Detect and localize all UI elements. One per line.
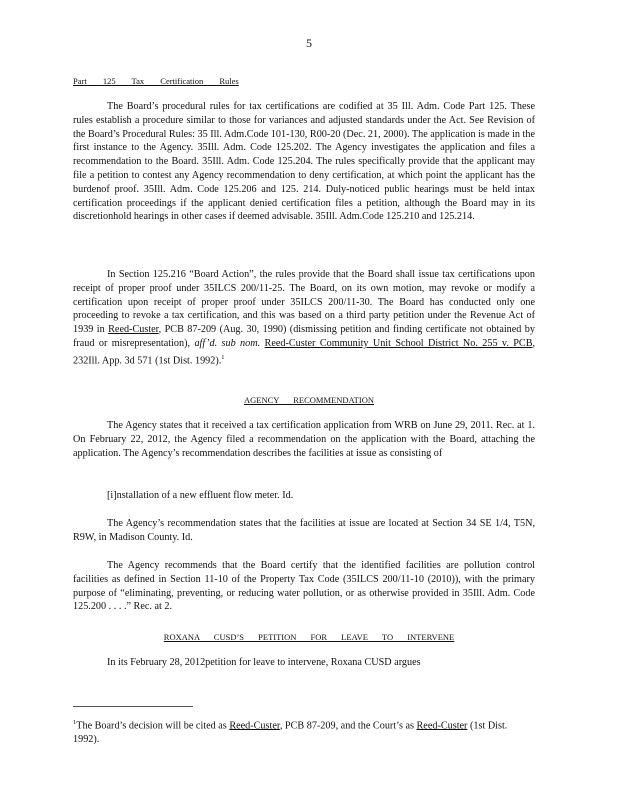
paragraph-text: , PCB 87-209 (Aug. 30, 1990) (dismissing petition and finding certificate not obtained by fraud or misrepresentation), — [73, 324, 535, 349]
paragraph-procedural-rules: The Board’s procedural rules for tax certifications are codified at 35 Ill. Adm. Code Part 125. These rules establish a procedure similar to those for variances and adjusted standards under the Act. See Revision of the Board’s Procedural Rules: 35 Ill. Adm.Code 101-130, R00-20 (Dec. 21, 2000). The application is made in the first instance to the Agency. 35Ill. Adm. Code 125.202. The Agency investigates the application and files a recommendation to the Board. 35Ill. Adm. Code 125.204. The rules specifically provide that the applicant may file a petition to contest any Agency recommendation to deny certification, at which point the applicant has the burdenof proof. 35Ill. Adm. Code 125.206 and 125. 214. Duly-noticed public hearings must be held intax certification proceedings if the applicant denied certification files a petition, although the Board may in its discretionhold hearings in other cases if deemed advisable. 35Ill. Adm.Code 125.210 and 125.214. — [73, 101, 535, 223]
block-quote-installation: [i]nstallation of a new effluent flow meter. Id. — [107, 490, 294, 501]
paragraph-agency-states: The Agency states that it received a tax certification application from WRB on June 29, 2011. Rec. at 1. On February 22, 2012, the Agency filed a recommendation on the application with the Board, attaching the application. The Agency’s recommendation describes the facilities at issue as consisting of — [73, 420, 535, 459]
paragraph-location: The Agency’s recommendation states that the facilities at issue are located at Section 34 SE 1/4, T5N, R9W, in Madison County. Id. — [73, 518, 535, 543]
paragraph-agency-recommends: The Agency recommends that the Board certify that the identified facilities are pollution control facilities as defined in Section 11-10 of the Property Tax Code (35ILCS 200/11-10 (2010)), with the primary purpose of “eliminating, preventing, or reducing water pollution, or as otherwise provided in 35Ill. Adm. Code 125.200 . . . .” Rec. at 2. — [73, 560, 535, 613]
section-heading-roxana-petition: ROXANA CUSD’S PETITION FOR LEAVE TO INTERVENE — [163, 632, 455, 642]
footnote — [73, 716, 523, 747]
case-citation-reed-custer-v-pcb: Reed-Custer Community Unit School District No. 255 v. PCB — [264, 337, 533, 349]
paragraph-board-action — [73, 268, 535, 368]
footnote-text: The Board’s decision will be cited as — [76, 720, 227, 732]
affd-sub-nom: aff’d. sub nom. — [194, 337, 261, 349]
paragraph-roxana-argues: In its February 28, 2012petition for leave to intervene, Roxana CUSD argues — [107, 657, 421, 668]
page-number: 5 — [306, 36, 312, 50]
footnote-number: 1 — [73, 719, 77, 726]
paragraph-text: , 232Ill. App. 3d 571 (1st Dist. 1992). — [73, 337, 536, 367]
case-citation-reed-custer: Reed-Custer — [108, 324, 159, 336]
footnote-case-court: Reed-Custer — [416, 720, 468, 732]
paragraph-text: In Section 125.216 “Board Action”, the rules provide that the Board shall issue tax certifications upon receipt of proper proof under 35ILCS 200/11-25. The Board, on its own motion, may revoke or modify a certification upon receipt of proper proof under 35ILCS 200/11-30. The Board has conducted only one proceeding to revoke a tax certification, and this was based on a third party petition under the Revenue Act of 1939 in — [73, 269, 535, 336]
section-heading-agency-recommendation: AGENCY RECOMMENDATION — [244, 395, 374, 405]
footnote-reference: 1 — [221, 353, 225, 361]
footnote-text: (1st Dist. 1992). — [73, 720, 508, 746]
footnote-divider — [73, 706, 193, 707]
footnote-case-board: Reed-Custer — [229, 720, 280, 732]
section-header-part125: Part 125 Tax Certification Rules — [73, 76, 239, 86]
footnote-text: , PCB 87-209, and the Court’s as — [279, 720, 414, 732]
